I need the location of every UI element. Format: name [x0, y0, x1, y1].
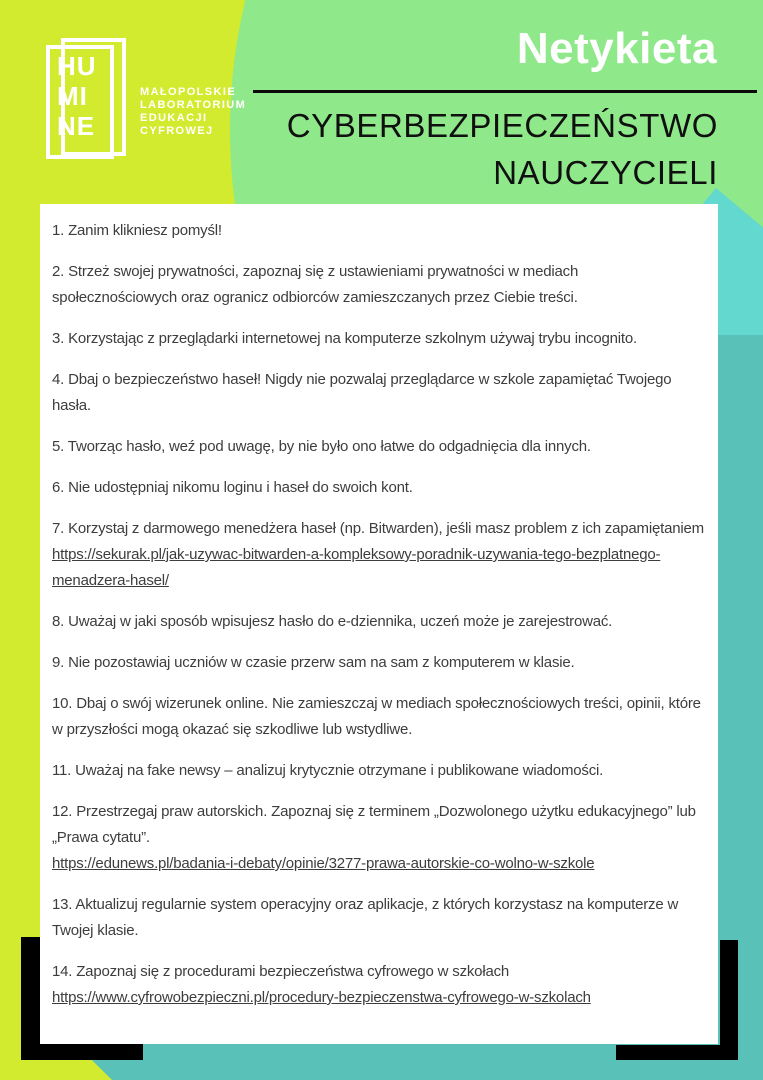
badge-netykieta: Netykieta — [516, 24, 717, 73]
netiquette-item-11: 11. Uważaj na fake newsy – analizuj krytycznie otrzymane i publikowane wiadomości. — [52, 762, 604, 779]
logo-letter-row: NE — [57, 111, 96, 141]
humine-logo — [46, 38, 136, 170]
org-line: LABORATORIUM — [140, 99, 247, 111]
netiquette-item-12 — [52, 799, 706, 877]
netiquette-item-10: 10. Dbaj o swój wizerunek online. Nie zamieszczaj w mediach społecznościowych treści, opinii, które w przyszłości mogą okazać się szkodliwe lub wstydliwe. — [52, 695, 701, 738]
org-line: CYFROWEJ — [140, 125, 214, 137]
netiquette-item-3: 3. Korzystając z przeglądarki internetowej na komputerze szkolnym używaj trybu incognito. — [52, 330, 637, 347]
background-lime-strip — [0, 0, 40, 1080]
netiquette-item-7 — [52, 516, 706, 594]
netiquette-item-2: 2. Strzeż swojej prywatności, zapoznaj się z ustawieniami prywatności w mediach społecznościowych oraz ogranicz odbiorców zamieszczanych przez Ciebie treści. — [52, 263, 579, 306]
black-corner-left-horizontal — [21, 1044, 143, 1060]
item-text: 12. Przestrzegaj praw autorskich. Zapoznaj się z terminem „Dozwolonego użytku edukacyjnego” lub „Prawa cytatu”. — [52, 803, 696, 846]
logo-letter-row: MI — [57, 81, 88, 111]
netiquette-item-5: 5. Tworząc hasło, weź pod uwagę, by nie było ono łatwe do odgadnięcia dla innych. — [52, 438, 591, 455]
netiquette-item-9: 9. Nie pozostawiaj uczniów w czasie przerw sam na sam z komputerem w klasie. — [52, 654, 575, 671]
item-text: 7. Korzystaj z darmowego menedżera haseł (np. Bitwarden), jeśli masz problem z ich zapamiętaniem — [52, 520, 704, 537]
header-divider-line — [253, 90, 757, 93]
black-corner-right-horizontal — [616, 1045, 738, 1060]
item-link-sekurak[interactable]: https://sekurak.pl/jak-uzywac-bitwarden-a-kompleksowy-poradnik-uzywania-tego-bezplatnego-menadzera-hasel/ — [52, 546, 661, 589]
item-link-edunews[interactable]: https://edunews.pl/badania-i-debaty/opinie/3277-prawa-autorskie-co-wolno-w-szkole — [52, 855, 595, 872]
rules-card — [40, 204, 718, 1044]
netiquette-item-13: 13. Aktualizuj regularnie system operacyjny oraz aplikacje, z których korzystasz na komputerze w Twojej klasie. — [52, 896, 679, 939]
title-line-2: NAUCZYCIELI — [493, 154, 718, 191]
logo-letter-row: HU — [57, 51, 97, 81]
item-link-cyfrowobezpieczni[interactable]: https://www.cyfrowobezpieczni.pl/procedury-bezpieczenstwa-cyfrowego-w-szkolach — [52, 989, 591, 1006]
org-line: EDUKACJI — [140, 112, 208, 124]
netiquette-item-1: 1. Zanim klikniesz pomyśl! — [52, 222, 222, 239]
organization-name — [140, 86, 246, 138]
black-corner-right-vertical — [720, 940, 738, 1060]
logo-letters — [57, 51, 97, 141]
netiquette-item-14 — [52, 959, 706, 1011]
title-line-1: CYBERBEZPIECZEŃSTWO — [286, 107, 718, 144]
netiquette-item-6: 6. Nie udostępniaj nikomu loginu i haseł do swoich kont. — [52, 479, 413, 496]
netiquette-item-8: 8. Uważaj w jaki sposób wpisujesz hasło do e-dziennika, uczeń może je zarejestrować. — [52, 613, 613, 630]
item-text: 14. Zapoznaj się z procedurami bezpieczeństwa cyfrowego w szkołach — [52, 963, 510, 980]
netiquette-item-4: 4. Dbaj o bezpieczeństwo haseł! Nigdy nie pozwalaj przeglądarce w szkole zapamiętać Twojego hasła. — [52, 371, 672, 414]
black-corner-left-vertical — [21, 937, 40, 1060]
poster-title — [287, 102, 718, 196]
org-line: MAŁOPOLSKIE — [140, 86, 237, 98]
